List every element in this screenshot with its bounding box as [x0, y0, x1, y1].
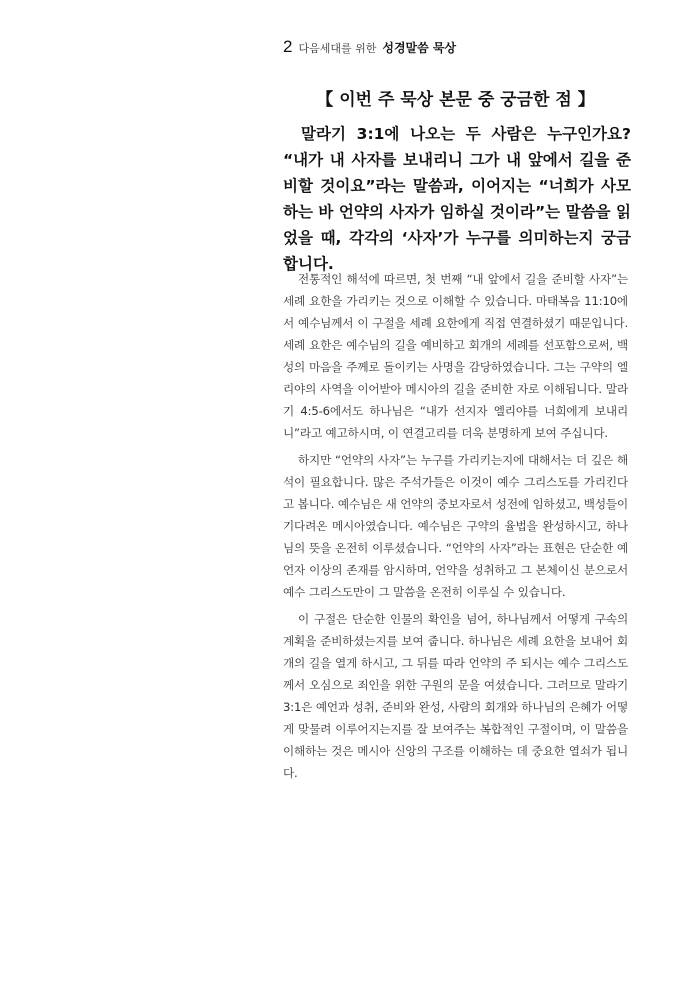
- answer-paragraph-2: 하지만 “언약의 사자”는 누구를 가리키는지에 대해서는 더 깊은 해석이 필요합니다. 많은 주석가들은 이것이 예수 그리스도를 가리킨다고 봅니다. 예수님은 새 언약의 중보자로서 성전에 임하셨고, 백성들이 기다려온 메시아였습니다. 예수님은 구약의 율법을 완성하시고, 하나님의 뜻을 온전히 이루셨습니다. “언약의 사자”라는 표현은 단순한 예언자 이상의 존재를 암시하며, 언약을 성취하고 그 본체이신 분으로서 예수 그리스도만이 그 말씀을 온전히 이루실 수 있습니다.: [283, 453, 628, 599]
- running-header: [283, 37, 456, 57]
- question-text: 말라기 3:1에 나오는 두 사람은 누구인가요? “내가 내 사자를 보내리니 그가 내 앞에서 길을 준비할 것이요”라는 말씀과, 이어지는 “너희가 사모하는 바 언약의 사자가 임하실 것이라”는 말씀을 읽었을 때, 각각의 ‘사자’가 누구를 의미하는지 궁금합니다.: [283, 125, 631, 273]
- answer-paragraph-3: 이 구절은 단순한 인물의 확인을 넘어, 하나님께서 어떻게 구속의 계획을 준비하셨는지를 보여 줍니다. 하나님은 세례 요한을 보내어 회개의 길을 열게 하시고, 그 뒤를 따라 언약의 주 되시는 예수 그리스도께서 오심으로 죄인을 위한 구원의 문을 여셨습니다. 그러므로 말라기 3:1은 예언과 성취, 준비와 완성, 사람의 회개와 하나님의 은혜가 어떻게 맞물려 이루어지는지를 잘 보여주는 복합적인 구절이며, 이 말씀을 이해하는 것은 메시아 신앙의 구조를 이해하는 데 중요한 열쇠가 됩니다.: [283, 612, 628, 780]
- section-title: 【 이번 주 묵상 본문 중 궁금한 점 】: [316, 90, 595, 110]
- book-title: 성경말씀 묵상: [382, 41, 457, 55]
- page-number: 2: [283, 37, 293, 56]
- answer-paragraph-1: 전통적인 해석에 따르면, 첫 번째 “내 앞에서 길을 준비할 사자”는 세례 요한을 가리키는 것으로 이해할 수 있습니다. 마태복음 11:10에서 예수님께서 이 구절을 세례 요한에게 직접 연결하셨기 때문입니다. 세례 요한은 예수님의 길을 예비하고 회개의 세례를 선포함으로써, 백성의 마음을 주께로 돌이키는 사명을 감당하였습니다. 그는 구약의 엘리야의 사역을 이어받아 메시아의 길을 준비한 자로 이해됩니다. 말라기 4:5-6에서도 하나님은 “내가 선지자 엘리야를 너희에게 보내리니”라고 예고하시며, 이 연결고리를 더욱 분명하게 보여 주십니다.: [283, 272, 628, 440]
- answer-body: [283, 268, 628, 789]
- series-label: 다음세대를 위한: [298, 42, 377, 55]
